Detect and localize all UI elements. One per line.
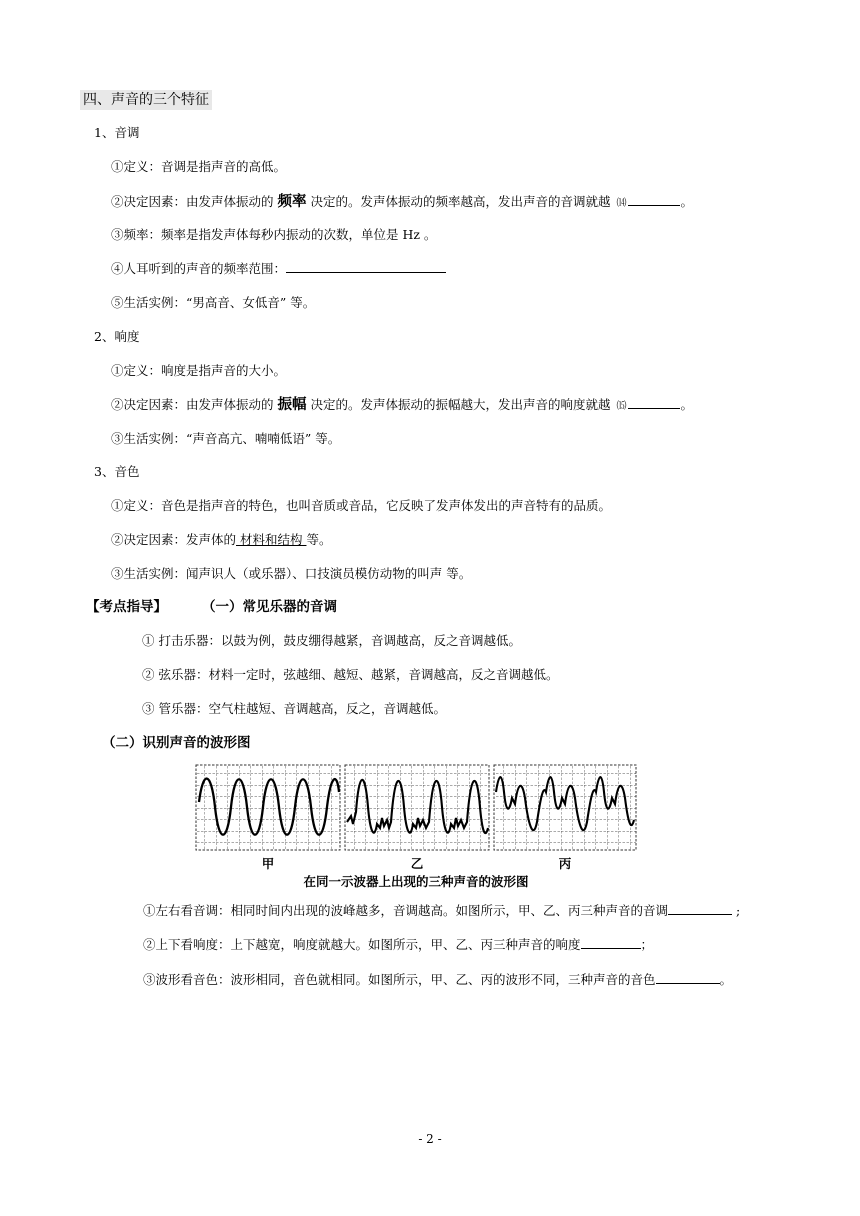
page-number: - 2 - [418, 1132, 442, 1146]
pitch-range-label: ④人耳听到的声音的频率范围： [111, 261, 287, 276]
tips-item-2: ② 弦乐器：材料一定时，弦越细、越短、越紧，音调越高，反之音调越低。 [142, 667, 559, 682]
pitch-definition: ①定义：音调是指声音的高低。 [111, 159, 287, 174]
loudness-heading: 2、响度 [94, 329, 140, 344]
timbre-factor-post: 等。 [306, 532, 332, 547]
grid-panel-jia [196, 765, 340, 850]
timbre-factor-key: 材料和结构 [236, 532, 307, 547]
pitch-heading: 1、音调 [94, 125, 140, 140]
label-yi: 乙 [410, 856, 424, 871]
figure-caption: 在同一示波器上出现的三种声音的波形图 [303, 874, 529, 889]
pitch-factor-end: 。 [680, 194, 693, 209]
wave-item-2-text: ②上下看响度：上下越宽，响度就越大。如图所示，甲、乙、丙三种声音的响度 [143, 937, 581, 952]
pitch-answer-blank[interactable] [628, 192, 680, 206]
timbre-factor [111, 531, 331, 549]
pitch-range [111, 259, 446, 278]
wave-item-2-blank[interactable] [581, 935, 641, 949]
wave-item-1-blank[interactable] [668, 901, 732, 915]
loudness-blank-number: ⒂ [616, 401, 627, 412]
pitch-factor-post: 决定的。发声体振动的频率越高，发出声音的音调就越 [310, 194, 611, 209]
pitch-example: ⑤生活实例：“男高音、女低音” 等。 [111, 295, 316, 310]
loudness-factor-pre: ②决定因素：由发声体振动的 [111, 397, 274, 412]
loudness-factor-end: 。 [680, 397, 693, 412]
wave-item-1-end: ; [736, 903, 741, 918]
wave-item-3-text: ③波形看音色：波形相同，音色就相同。如图所示，甲、乙、丙的波形不同，三种声音的音色 [143, 972, 656, 987]
loudness-factor [111, 395, 693, 416]
loudness-example: ③生活实例：“声音高亢、喃喃低语” 等。 [111, 431, 341, 446]
wave-item-2 [143, 935, 653, 954]
tips-item-1: ① 打击乐器：以鼓为例，鼓皮绷得越紧，音调越高，反之音调越低。 [142, 633, 521, 648]
wave-item-3 [143, 970, 732, 989]
wave-item-3-blank[interactable] [656, 970, 720, 984]
wave-item-1 [143, 901, 740, 920]
section-title: 四、声音的三个特征 [80, 90, 212, 110]
timbre-definition: ①定义：音色是指声音的特色，也叫音质或音品，它反映了发声体发出的声音特有的品质。 [111, 498, 612, 513]
wave-item-1-text: ①左右看音调：相同时间内出现的波峰越多，音调越高。如图所示，甲、乙、丙三种声音的音调 [143, 903, 669, 918]
loudness-definition: ①定义：响度是指声音的大小。 [111, 363, 287, 378]
pitch-factor-key: 频率 [277, 194, 307, 210]
wave-item-3-end: 。 [719, 972, 733, 987]
label-jia: 甲 [261, 856, 275, 871]
pitch-range-blank[interactable] [286, 259, 446, 273]
tips-label: 【考点指导】 [86, 599, 167, 615]
timbre-factor-pre: ②决定因素：发声体的 [111, 532, 237, 547]
pitch-factor [111, 192, 693, 213]
pitch-blank-number: ⒁ [616, 198, 627, 209]
tips-subheading-1: （一）常见乐器的音调 [202, 599, 337, 615]
pitch-frequency: ③频率：频率是指发声体每秒内振动的次数，单位是 Hz 。 [111, 227, 437, 242]
waveform-diagram [193, 762, 639, 890]
waveform-figure [193, 762, 639, 890]
loudness-factor-post: 决定的。发声体振动的振幅越大，发出声音的响度就越 [310, 397, 611, 412]
loudness-answer-blank[interactable] [628, 395, 680, 409]
loudness-factor-key: 振幅 [277, 397, 307, 413]
wave-item-2-end: ； [640, 937, 654, 952]
timbre-heading: 3、音色 [94, 464, 140, 479]
grid-panel-bing [494, 765, 636, 850]
tips-item-3: ③ 管乐器：空气柱越短、音调越高，反之，音调越低。 [142, 701, 446, 716]
tips-subheading-2: （二）识别声音的波形图 [102, 735, 251, 751]
timbre-example: ③生活实例：闻声识人（或乐器）、口技演员模仿动物的叫声 等。 [111, 566, 472, 581]
pitch-factor-pre: ②决定因素：由发声体振动的 [111, 194, 274, 209]
label-bing: 丙 [558, 856, 572, 871]
